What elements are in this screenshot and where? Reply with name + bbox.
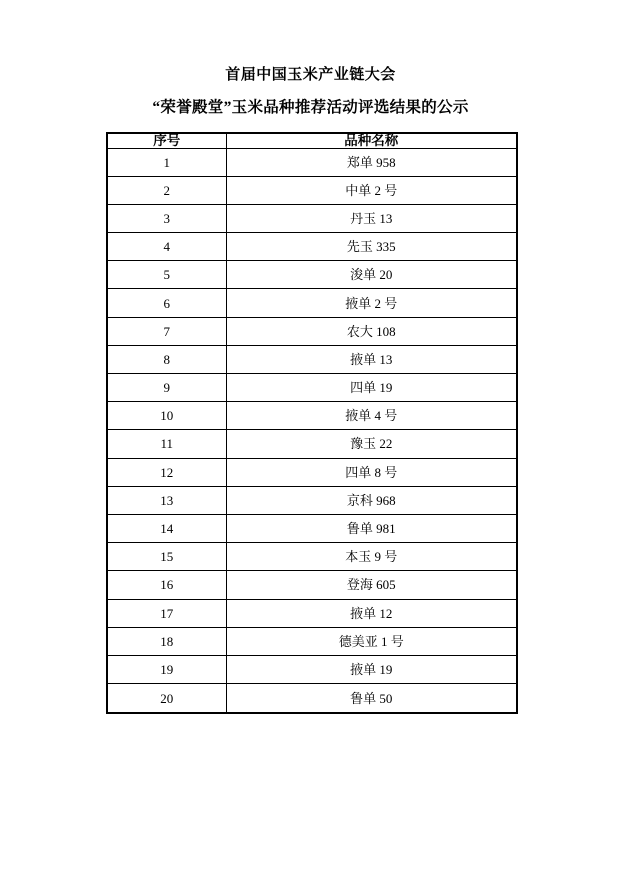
cell-variety-name: 登海 605: [226, 571, 517, 599]
table-row: [107, 374, 517, 402]
table-row: [107, 289, 517, 317]
cell-variety-name: 鲁单 981: [226, 514, 517, 542]
cell-index: 11: [107, 430, 226, 458]
cell-variety-name: 四单 8 号: [226, 458, 517, 486]
cell-index: 20: [107, 684, 226, 713]
variety-table-container: [106, 132, 516, 714]
table-row: [107, 543, 517, 571]
table-row: [107, 599, 517, 627]
header-cell-index: 序号: [107, 133, 226, 148]
cell-variety-name: 农大 108: [226, 317, 517, 345]
cell-variety-name: 先玉 335: [226, 233, 517, 261]
page-subtitle: “荣誉殿堂”玉米品种推荐活动评选结果的公示: [152, 99, 469, 116]
cell-index: 3: [107, 204, 226, 232]
table-row: [107, 627, 517, 655]
cell-index: 1: [107, 148, 226, 176]
table-row: [107, 148, 517, 176]
cell-index: 17: [107, 599, 226, 627]
table-body: [107, 148, 517, 713]
cell-index: 5: [107, 261, 226, 289]
cell-variety-name: 鲁单 50: [226, 684, 517, 713]
table-row: [107, 486, 517, 514]
cell-index: 8: [107, 345, 226, 373]
table-row: [107, 233, 517, 261]
cell-index: 6: [107, 289, 226, 317]
table-row: [107, 430, 517, 458]
table-row: [107, 317, 517, 345]
cell-index: 10: [107, 402, 226, 430]
table-row: [107, 345, 517, 373]
cell-variety-name: 掖单 2 号: [226, 289, 517, 317]
cell-variety-name: 掖单 12: [226, 599, 517, 627]
table-row: [107, 176, 517, 204]
cell-index: 19: [107, 655, 226, 683]
cell-variety-name: 掖单 13: [226, 345, 517, 373]
cell-index: 14: [107, 514, 226, 542]
cell-index: 18: [107, 627, 226, 655]
table-header: [107, 133, 517, 148]
cell-index: 12: [107, 458, 226, 486]
variety-table: [106, 132, 518, 714]
table-row: [107, 261, 517, 289]
table-row: [107, 684, 517, 713]
page-title: 首届中国玉米产业链大会: [225, 67, 396, 83]
cell-variety-name: 德美亚 1 号: [226, 627, 517, 655]
table-row: [107, 204, 517, 232]
cell-index: 16: [107, 571, 226, 599]
cell-variety-name: 豫玉 22: [226, 430, 517, 458]
table-row: [107, 655, 517, 683]
table-row: [107, 571, 517, 599]
cell-index: 13: [107, 486, 226, 514]
cell-variety-name: 中单 2 号: [226, 176, 517, 204]
table-header-row: [107, 133, 517, 148]
table-row: [107, 514, 517, 542]
cell-index: 4: [107, 233, 226, 261]
cell-variety-name: 浚单 20: [226, 261, 517, 289]
cell-variety-name: 掖单 19: [226, 655, 517, 683]
cell-variety-name: 郑单 958: [226, 148, 517, 176]
cell-variety-name: 京科 968: [226, 486, 517, 514]
cell-index: 15: [107, 543, 226, 571]
cell-variety-name: 本玉 9 号: [226, 543, 517, 571]
cell-index: 2: [107, 176, 226, 204]
cell-index: 9: [107, 374, 226, 402]
cell-variety-name: 四单 19: [226, 374, 517, 402]
header-cell-variety-name: 品种名称: [226, 133, 517, 148]
table-row: [107, 458, 517, 486]
cell-variety-name: 丹玉 13: [226, 204, 517, 232]
table-row: [107, 402, 517, 430]
cell-index: 7: [107, 317, 226, 345]
cell-variety-name: 掖单 4 号: [226, 402, 517, 430]
